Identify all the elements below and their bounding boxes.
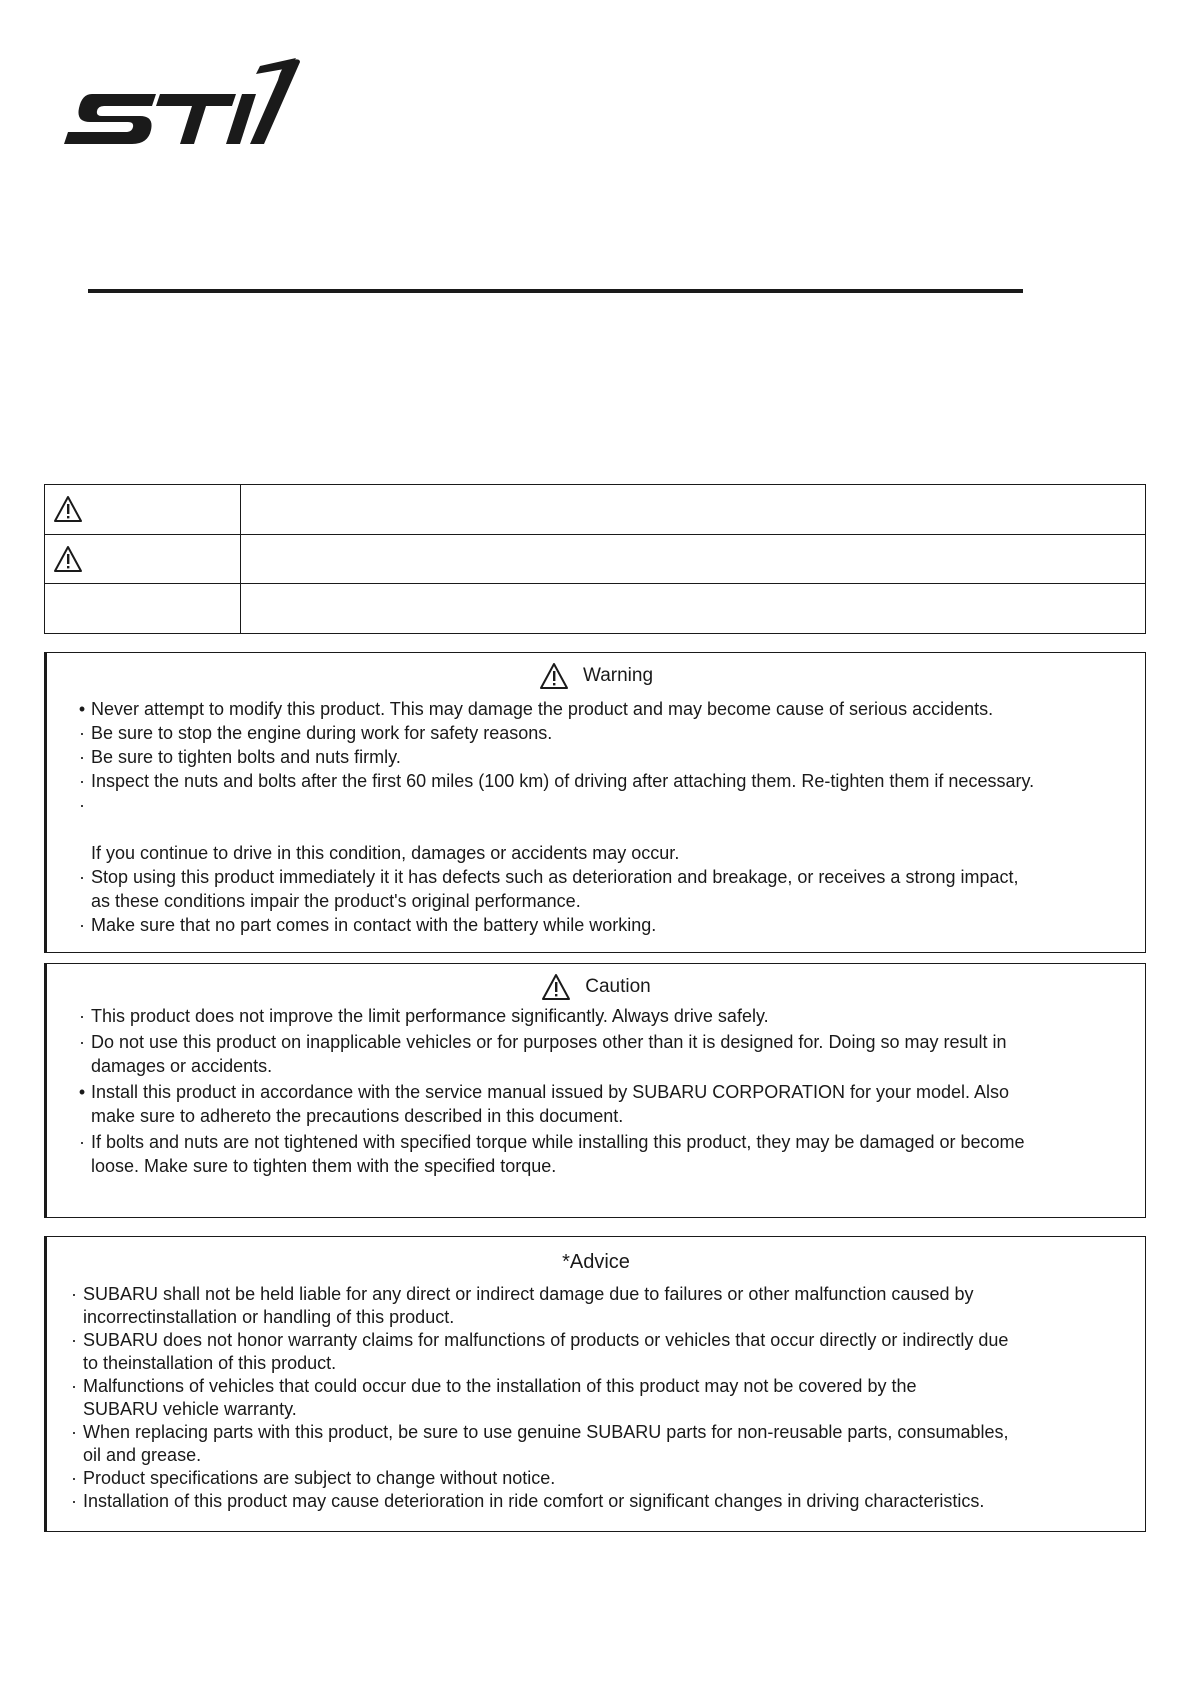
warning-triangle-icon	[53, 545, 83, 573]
legend-symbol-cell	[45, 535, 241, 584]
caution-panel	[44, 963, 1146, 1218]
list-item: ·	[79, 795, 85, 815]
list-item: · Do not use this product on inapplicable vehicles or for purposes other than it is designed for. Doing so may result in damages or accidents.	[79, 1032, 1007, 1076]
sti-logo	[64, 56, 314, 152]
list-item: · This product does not improve the limit performance significantly. Always drive safely.	[79, 1006, 769, 1026]
legend-description	[241, 485, 1145, 534]
list-item: · Be sure to stop the engine during work for safety reasons.	[79, 723, 553, 743]
legend-row-caution	[45, 535, 1145, 585]
legend-row-note	[45, 584, 1145, 633]
list-item: If you continue to drive in this condition, damages or accidents may occur.	[91, 843, 680, 863]
advice-title: *Advice	[562, 1250, 630, 1273]
warning-heading	[47, 659, 1145, 693]
legend-description	[241, 584, 1145, 633]
legend-description	[241, 535, 1145, 584]
list-item: · SUBARU shall not be held liable for any direct or indirect damage due to failures or other malfunction caused by incorrectinstallation or handling of this product.	[71, 1284, 974, 1327]
symbol-legend-table	[44, 484, 1146, 634]
warning-list	[75, 697, 1145, 937]
list-item: · Product specifications are subject to change without notice.	[71, 1468, 556, 1488]
title-rule	[88, 289, 1023, 293]
caution-heading	[47, 970, 1145, 1004]
caution-title: Caution	[585, 976, 651, 997]
list-item: · When replacing parts with this product, be sure to use genuine SUBARU parts for non-reusable parts, consumables, oil and grease.	[71, 1422, 1009, 1465]
warning-title: Warning	[582, 665, 654, 686]
warning-triangle-icon	[539, 662, 569, 690]
legend-symbol-cell	[45, 584, 241, 633]
list-item: · Malfunctions of vehicles that could occur due to the installation of this product may not be covered by the SUBARU vehicle warranty.	[71, 1376, 917, 1419]
list-item: · Stop using this product immediately it it has defects such as deterioration and breakage, or receives a strong impact, as these conditions impair the product's original performance.	[79, 867, 1019, 911]
warning-triangle-icon	[541, 973, 571, 1001]
list-item: · Be sure to tighten bolts and nuts firmly.	[79, 747, 401, 767]
warning-panel	[44, 652, 1146, 953]
list-item: • Never attempt to modify this product. This may damage the product and may become cause of serious accidents.	[78, 699, 994, 719]
advice-panel	[44, 1236, 1146, 1532]
list-item: · Make sure that no part comes in contact with the battery while working.	[79, 915, 657, 935]
legend-row-warning	[45, 485, 1145, 535]
warning-triangle-icon	[53, 495, 83, 523]
list-item: • Install this product in accordance with the service manual issued by SUBARU CORPORATION for your model. Also make sure to adhereto the precautions described in this document.	[78, 1082, 1010, 1126]
list-item: · Installation of this product may cause deterioration in ride comfort or significant changes in driving characteristics.	[71, 1491, 985, 1511]
list-item: · SUBARU does not honor warranty claims for malfunctions of products or vehicles that occur directly or indirectly due to theinstallation of this product.	[71, 1330, 1009, 1373]
caution-list	[75, 1004, 1145, 1178]
advice-heading	[47, 1245, 1145, 1279]
list-item: · Inspect the nuts and bolts after the first 60 miles (100 km) of driving after attaching them. Re-tighten them if necessary.	[79, 771, 1035, 791]
list-item: · If bolts and nuts are not tightened with specified torque while installing this product, they may be damaged or become loose. Make sure to tighten them with the specified torque.	[79, 1132, 1025, 1176]
legend-symbol-cell	[45, 485, 241, 534]
advice-list	[67, 1283, 1145, 1513]
